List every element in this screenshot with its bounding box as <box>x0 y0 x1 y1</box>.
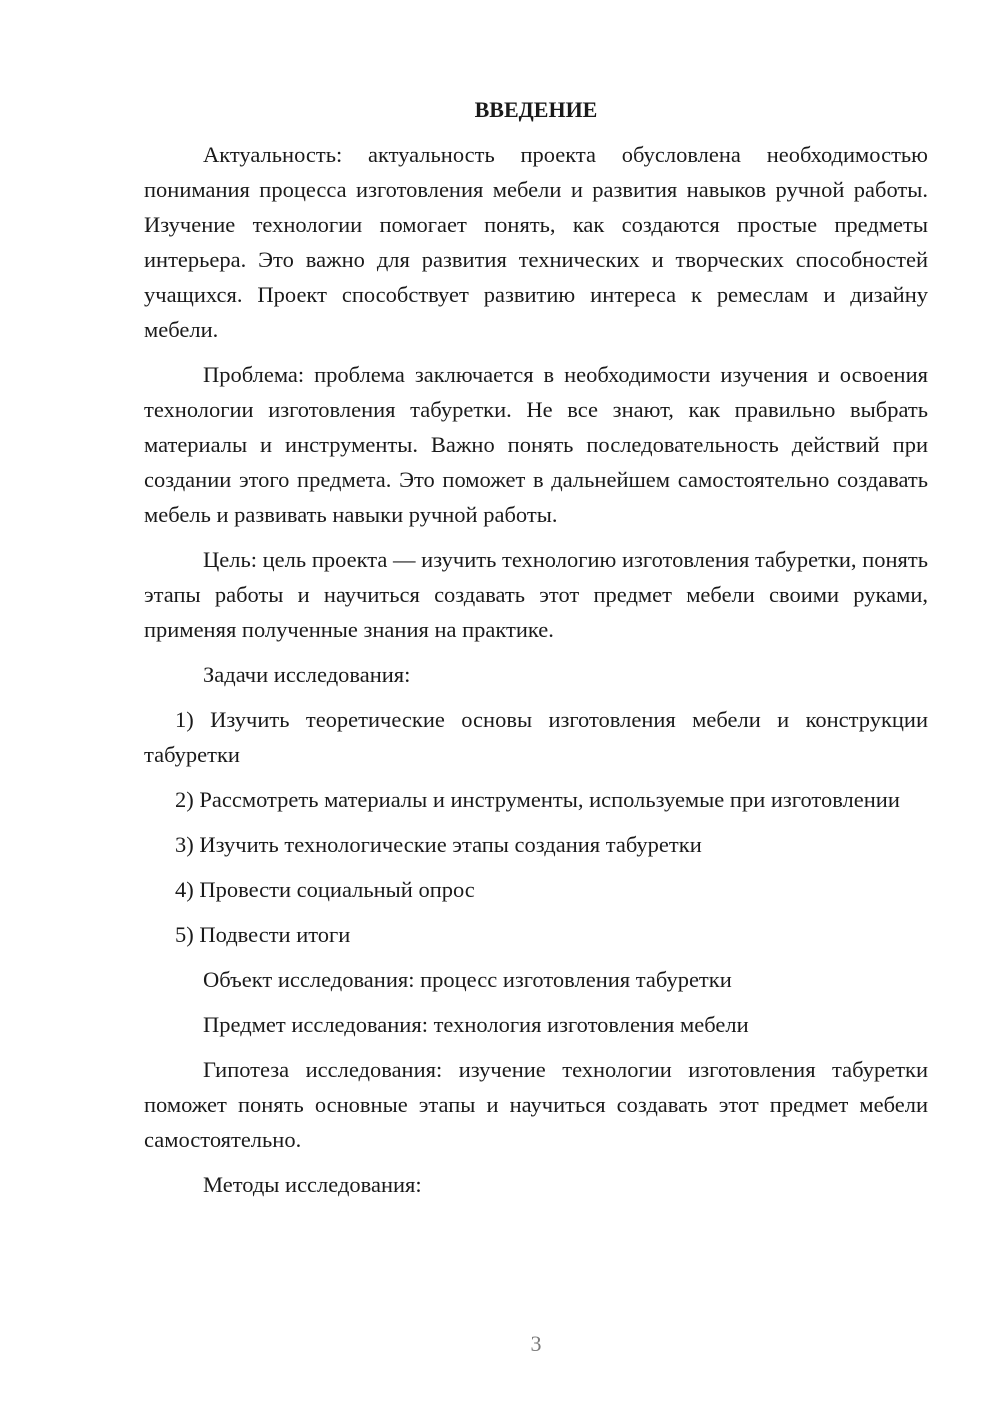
task-item: 3) Изучить технологические этапы создания табуретки <box>175 832 702 857</box>
tasks-heading: Задачи исследования: <box>203 662 411 687</box>
page-title: ВВЕДЕНИЕ <box>474 97 598 122</box>
task-item: 5) Подвести итоги <box>175 922 351 947</box>
task-item: 4) Провести социальный опрос <box>175 877 475 902</box>
methods-heading: Методы исследования: <box>203 1172 422 1197</box>
page-number: 3 <box>530 1331 542 1356</box>
research-object: Объект исследования: процесс изготовления табуретки <box>203 967 732 992</box>
hypothesis-paragraph: Гипотеза исследования: изучение технологии изготовления табуретки поможет понять основные этапы и научиться создавать этот предмет мебели самостоятельно. <box>144 1057 928 1152</box>
task-item: 2) Рассмотреть материалы и инструменты, используемые при изготовлении <box>175 787 900 812</box>
research-subject: Предмет исследования: технология изготовления мебели <box>203 1012 749 1037</box>
relevance-paragraph: Актуальность: актуальность проекта обусловлена необходимостью понимания процесса изготовления мебели и развития навыков ручной работы. Изучение технологии помогает понять, как создаются простые предметы интерьера. Это важно для развития технических и творческих способностей учащихся. Проект способствует развитию интереса к ремеслам и дизайну мебели. <box>144 142 928 342</box>
task-item: 1) Изучить теоретические основы изготовления мебели и конструкции табуретки <box>144 707 928 767</box>
document-page <box>144 92 928 1212</box>
goal-paragraph: Цель: цель проекта — изучить технологию изготовления табуретки, понять этапы работы и научиться создавать этот предмет мебели своими руками, применяя полученные знания на практике. <box>144 547 928 642</box>
problem-paragraph: Проблема: проблема заключается в необходимости изучения и освоения технологии изготовления табуретки. Не все знают, как правильно выбрать материалы и инструменты. Важно понять последовательность действий при создании этого предмета. Это поможет в дальнейшем самостоятельно создавать мебель и развивать навыки ручной работы. <box>144 362 928 527</box>
